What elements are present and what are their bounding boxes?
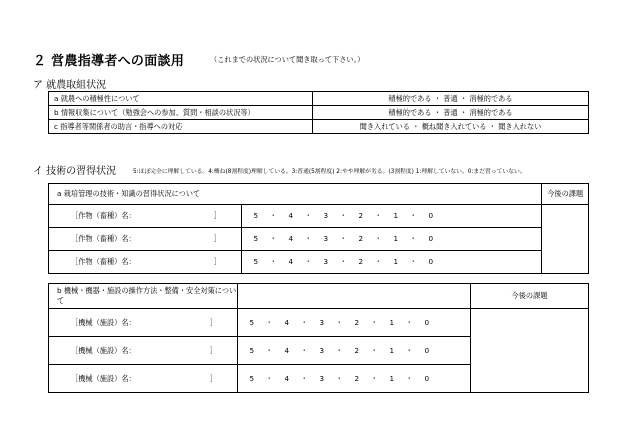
scale-sep: ・ <box>335 345 343 355</box>
table-header-row <box>49 184 589 205</box>
scale-5[interactable]: 5 <box>253 257 259 266</box>
crop-skills-header: a 栽培管理の技術・知識の習得状況について <box>49 184 542 205</box>
row-options[interactable]: 積極的である ・ 普通 ・ 消極的である <box>313 92 589 106</box>
table-row <box>49 228 589 251</box>
scale-2[interactable]: 2 <box>354 317 360 327</box>
scale-3[interactable]: 3 <box>319 373 325 383</box>
scale-sep: ・ <box>304 234 312 243</box>
scale-sep: ・ <box>269 257 277 266</box>
scale-sep: ・ <box>304 257 312 266</box>
scale-legend: 5:ほぼ完全に理解している。4:概ね(8割程度)理解している。3:普通(5割程度) 2:やや理解が劣る。(3割程度) 1:理解していない。0:まだ習っていない。 <box>133 169 526 175</box>
table-row <box>49 120 589 134</box>
row-label: b 情報収集について（勉強会への参加、質問・相談の状況等） <box>49 106 313 120</box>
machine-name-label: ［機械（施設）名： <box>71 345 136 355</box>
scale-3[interactable]: 3 <box>323 257 329 266</box>
crop-name-field[interactable] <box>49 251 242 274</box>
rating-scale[interactable] <box>238 337 471 365</box>
rating-scale[interactable] <box>238 365 471 393</box>
rating-scale[interactable] <box>242 228 542 251</box>
rating-scale[interactable] <box>242 251 542 274</box>
scale-sep: ・ <box>374 257 382 266</box>
scale-sep: ・ <box>405 373 413 383</box>
scale-sep: ・ <box>304 211 312 220</box>
row-options[interactable]: 聞き入れている ・ 概ね聞き入れている ・ 聞き入れない <box>313 120 589 134</box>
scale-4[interactable]: 4 <box>288 234 294 243</box>
scale-5[interactable]: 5 <box>253 234 259 243</box>
scale-4[interactable]: 4 <box>284 317 290 327</box>
bracket-close: ］ <box>209 345 217 355</box>
scale-sep: ・ <box>339 257 347 266</box>
rating-scale[interactable] <box>238 309 471 337</box>
scale-sep: ・ <box>335 373 343 383</box>
scale-5[interactable]: 5 <box>253 211 259 220</box>
scale-sep: ・ <box>405 345 413 355</box>
scale-0[interactable]: 0 <box>428 257 434 266</box>
scale-0[interactable]: 0 <box>428 234 434 243</box>
rating-scale[interactable] <box>242 205 542 228</box>
scale-5[interactable]: 5 <box>249 345 255 355</box>
bracket-close: ］ <box>209 317 217 327</box>
crop-name-field[interactable] <box>49 205 242 228</box>
scale-sep: ・ <box>370 317 378 327</box>
scale-0[interactable]: 0 <box>428 211 434 220</box>
issues-field[interactable] <box>542 205 589 274</box>
scale-2[interactable]: 2 <box>354 373 360 383</box>
table-row <box>49 106 589 120</box>
machine-name-label: ［機械（施設）名： <box>71 317 136 327</box>
page-title: ２ 営農指導者への面談用 <box>33 54 185 69</box>
table-header-row <box>49 284 589 309</box>
scale-sep: ・ <box>409 257 417 266</box>
scale-1[interactable]: 1 <box>389 317 395 327</box>
bracket-close: ］ <box>213 234 221 243</box>
issues-header: 今後の課題 <box>542 184 589 205</box>
issues-field[interactable] <box>471 309 589 393</box>
section-a-heading: ア 就農取組状況 <box>33 80 107 91</box>
machine-name-field[interactable] <box>49 337 238 365</box>
scale-sep: ・ <box>374 211 382 220</box>
issues-header: 今後の課題 <box>471 284 589 309</box>
scale-sep: ・ <box>300 317 308 327</box>
crop-name-label: ［作物（畜種）名： <box>71 211 136 220</box>
crop-name-label: ［作物（畜種）名： <box>71 234 136 243</box>
scale-sep: ・ <box>265 345 273 355</box>
scale-sep: ・ <box>374 234 382 243</box>
header-spacer <box>238 284 471 309</box>
bracket-close: ］ <box>213 211 221 220</box>
crop-name-label: ［作物（畜種）名： <box>71 257 136 266</box>
scale-2[interactable]: 2 <box>358 234 364 243</box>
scale-2[interactable]: 2 <box>354 345 360 355</box>
scale-3[interactable]: 3 <box>319 345 325 355</box>
table-row <box>49 205 589 228</box>
bracket-close: ］ <box>213 257 221 266</box>
scale-1[interactable]: 1 <box>389 345 395 355</box>
crop-skills-table <box>48 183 589 274</box>
scale-0[interactable]: 0 <box>424 317 430 327</box>
machine-skills-table <box>48 283 589 393</box>
row-label: a 就農への積極性について <box>49 92 313 106</box>
scale-sep: ・ <box>409 211 417 220</box>
scale-1[interactable]: 1 <box>393 234 399 243</box>
scale-5[interactable]: 5 <box>249 317 255 327</box>
scale-5[interactable]: 5 <box>249 373 255 383</box>
row-options[interactable]: 積極的である ・ 普通 ・ 消極的である <box>313 106 589 120</box>
scale-0[interactable]: 0 <box>424 345 430 355</box>
scale-sep: ・ <box>405 317 413 327</box>
scale-sep: ・ <box>370 373 378 383</box>
machine-name-field[interactable] <box>49 309 238 337</box>
scale-4[interactable]: 4 <box>284 373 290 383</box>
scale-sep: ・ <box>265 317 273 327</box>
scale-sep: ・ <box>335 317 343 327</box>
machine-name-label: ［機械（施設）名： <box>71 373 136 383</box>
row-label: c 指導者等関係者の助言・指導への対応 <box>49 120 313 134</box>
scale-3[interactable]: 3 <box>319 317 325 327</box>
scale-sep: ・ <box>300 373 308 383</box>
scale-4[interactable]: 4 <box>288 257 294 266</box>
table-row <box>49 251 589 274</box>
table-row <box>49 309 589 337</box>
scale-sep: ・ <box>269 234 277 243</box>
scale-1[interactable]: 1 <box>393 211 399 220</box>
scale-3[interactable]: 3 <box>323 211 329 220</box>
scale-sep: ・ <box>370 345 378 355</box>
scale-sep: ・ <box>409 234 417 243</box>
scale-2[interactable]: 2 <box>358 211 364 220</box>
scale-3[interactable]: 3 <box>323 234 329 243</box>
scale-1[interactable]: 1 <box>389 373 395 383</box>
section-i-heading: イ 技術の習得状況 <box>33 166 117 177</box>
scale-sep: ・ <box>265 373 273 383</box>
scale-0[interactable]: 0 <box>424 373 430 383</box>
machine-skills-header: b 機械・機器・施設の操作方法・整備・安全対策について <box>49 284 238 309</box>
title-note: （これまでの状況について聞き取って下さい。） <box>210 55 365 64</box>
scale-4[interactable]: 4 <box>288 211 294 220</box>
crop-name-field[interactable] <box>49 228 242 251</box>
attitude-table <box>48 91 589 134</box>
scale-sep: ・ <box>269 211 277 220</box>
bracket-close: ］ <box>209 373 217 383</box>
scale-sep: ・ <box>339 211 347 220</box>
scale-2[interactable]: 2 <box>358 257 364 266</box>
table-row <box>49 92 589 106</box>
scale-1[interactable]: 1 <box>393 257 399 266</box>
machine-name-field[interactable] <box>49 365 238 393</box>
scale-4[interactable]: 4 <box>284 345 290 355</box>
scale-sep: ・ <box>339 234 347 243</box>
scale-sep: ・ <box>300 345 308 355</box>
